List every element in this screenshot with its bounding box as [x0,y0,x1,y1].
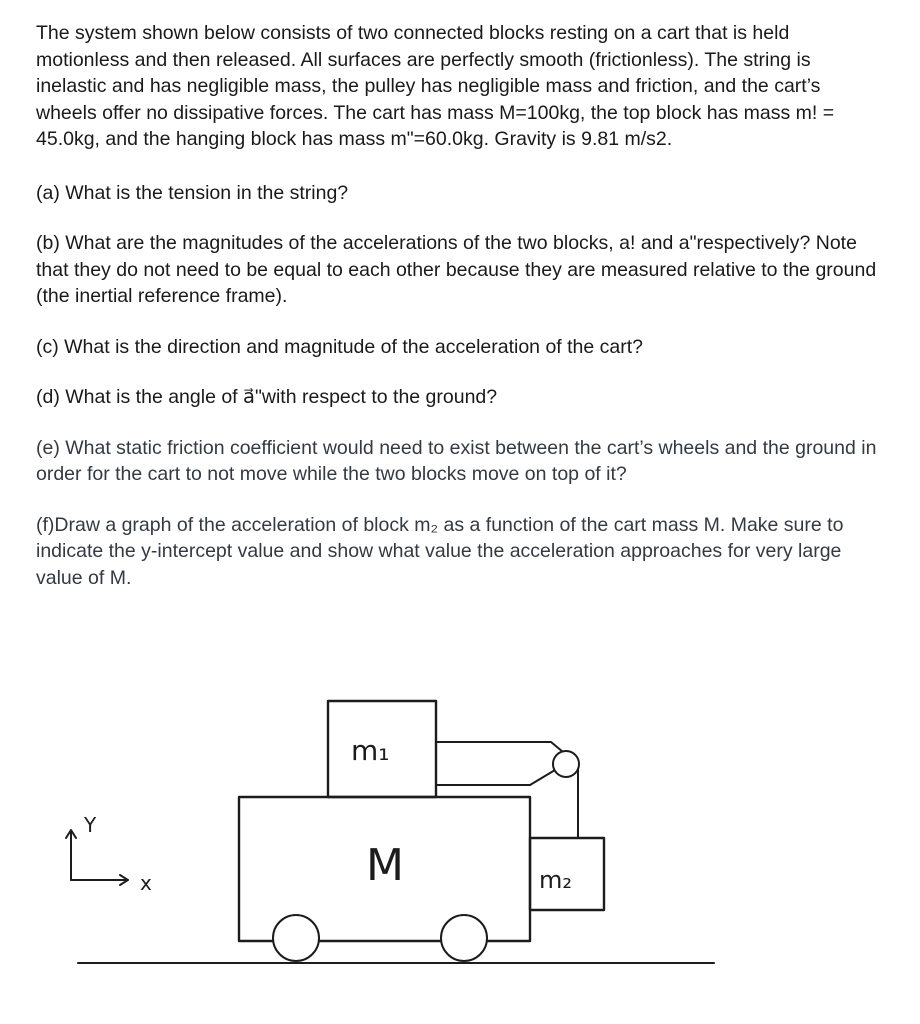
cart-diagram-svg [0,680,920,1024]
axis-y-label: Y [84,813,97,837]
question-b: (b) What are the magnitudes of the accelerations of the two blocks, a! and a"respectively? Note that they do not need to be equal to each other because they are measured relative to the ground (the inertial reference frame). [36,232,877,307]
cart-diagram [0,680,920,1024]
question-f: (f)Draw a graph of the acceleration of block m₂ as a function of the cart mass M. Make sure to indicate the y-intercept value and show what value the acceleration approaches for very large value of M. [36,513,844,589]
problem-intro: The system shown below consists of two connected blocks resting on a cart that is held motionless and then released. All surfaces are perfectly smooth (frictionless). The string is inelastic and has negligible mass, the pulley has negligible mass and friction, and the cart’s wheels offer no dissipative forces. The cart has mass M=100kg, the top block has mass m! = 45.0kg, and the hanging block has mass m"=60.0kg. Gravity is 9.81 m/s2. [36,22,835,150]
block-m1-label: m₁ [351,734,390,767]
cart-label: M [366,840,404,891]
question-d: (d) What is the angle of a⃗"with respect to the ground? [36,386,498,408]
problem-text [36,20,886,615]
string-horizontal [436,742,563,752]
question-a: (a) What is the tension in the string? [36,181,349,204]
question-c: (c) What is the direction and magnitude of the acceleration of the cart? [36,335,643,358]
axis-x-label: x [140,871,152,895]
pulley-arm [530,770,555,785]
question-e: (e) What static friction coefficient would need to exist between the cart’s wheels and the ground in order for the cart to not move while the two blocks move on top of it? [36,436,877,485]
block-m2-label: m₂ [539,866,572,894]
cart-wheel-right [441,915,487,961]
cart-wheel-left [273,915,319,961]
pulley [553,751,579,777]
